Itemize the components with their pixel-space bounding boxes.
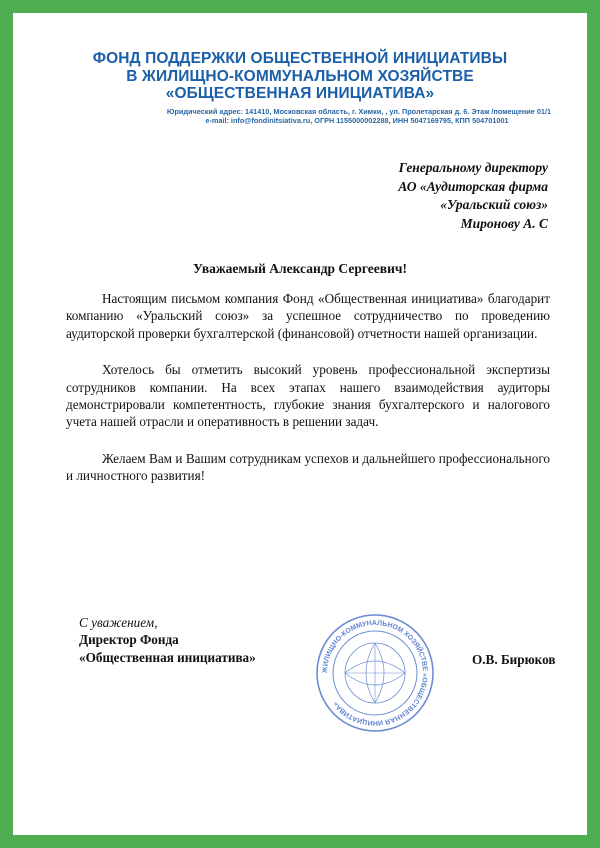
paragraph: Желаем Вам и Вашим сотрудникам успехов и дальнейшего профессионального и личностного развития! [66,450,550,484]
paragraph: Настоящим письмом компания Фонд «Общественная инициатива» благодарит компанию «Уральский союз» за успешное сотрудничество по проведению аудиторской проверки бухгалтерской (финансовой) отчетности нашей организации. [66,291,550,341]
stamp-seal [295,609,455,737]
addressee-block [398,159,548,233]
org-name-line2: В ЖИЛИЩНО-КОММУНАЛЬНОМ ХОЗЯЙСТВЕ [126,67,474,85]
position-line1: Директор Фонда [79,632,179,648]
addressee-line2: АО «Аудиторская фирма [398,178,548,194]
stamp-ring-textpath: ЖИЛИЩНО-КОММУНАЛЬНОМ ХОЗЯЙСТВЕ «ОБЩЕСТВЕННАЯ ИНИЦИАТИВА» [321,619,429,727]
signer-name: О.В. Бирюков [472,652,556,667]
letter-page [13,13,587,835]
position-line2: «Общественная инициатива» [79,649,256,665]
org-name-line3: «ОБЩЕСТВЕННАЯ ИНИЦИАТИВА» [165,85,435,102]
closing-block [79,614,256,666]
regards-text: С уважением, [79,615,158,630]
contact-details: e-mail: info@fondinitsiativa.ru, ОГРН 1155000002288, ИНН 5047169795, КПП 504701001 [205,115,509,125]
paragraph: Хотелось бы отметить высокий уровень профессиональной экспертизы сотрудников компании. На всех этапах нашего взаимодействия аудиторы демонстрировали компетентность, глубокие знания бухгалтерского и налогового учета нашей отрасли и оперативность в решении задач. [66,362,550,430]
legal-address: Юридический адрес: 141410, Московская область, г. Химки, , ул. Пролетарская д. 6. Этаж /помещение 01/1 [166,106,552,116]
salutation: Уважаемый Александр Сергеевич! [193,261,407,276]
addressee-line3: «Уральский союз» [440,197,548,212]
org-name-line1: ФОНД ПОДДЕРЖКИ ОБЩЕСТВЕННОЙ ИНИЦИАТИВЫ [92,50,508,67]
addressee-line1: Генеральному директору [398,160,548,175]
letterhead [13,50,587,125]
addressee-line4: Миронову А. С [460,215,548,231]
letter-body [66,290,550,504]
